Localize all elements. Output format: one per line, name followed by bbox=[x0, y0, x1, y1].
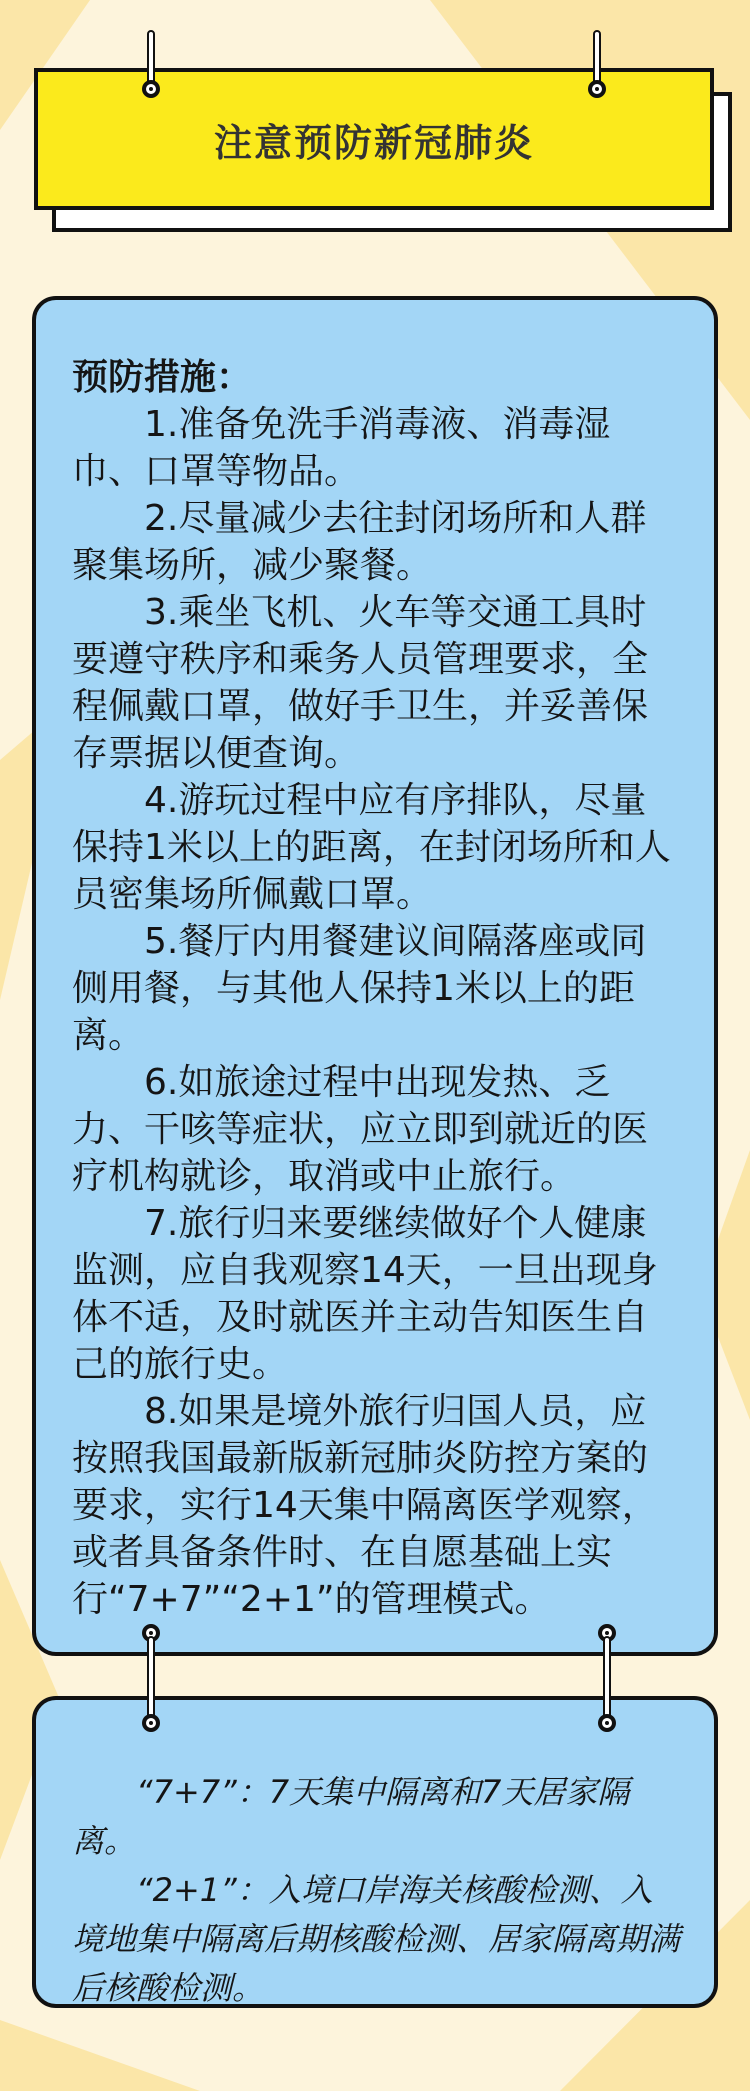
measure-item-6: 6.如旅途过程中出现发热、乏力、干咳等症状，应立即到就近的医疗机构就诊，取消或中止旅行。 bbox=[72, 1062, 649, 1197]
quarantine-notes-card bbox=[32, 1696, 718, 2008]
quarantine-notes-text bbox=[72, 1768, 680, 2013]
note-item-2plus1: “2+1”：入境口岸海关核酸检测、入境地集中隔离后期核酸检测、居家隔离期满后核酸检测。 bbox=[72, 1871, 681, 2007]
poster-title: 注意预防新冠肺炎 bbox=[213, 120, 534, 165]
measure-item-1: 1.准备免洗手消毒液、消毒湿巾、口罩等物品。 bbox=[72, 404, 611, 492]
prevention-measures-text bbox=[72, 354, 680, 1623]
measure-item-8: 8.如果是境外旅行归国人员，应按照我国最新版新冠肺炎防控方案的要求，实行14天集中隔离医学观察，或者具备条件时、在自愿基础上实行“7+7”“2+1”的管理模式。 bbox=[72, 1391, 658, 1620]
measure-item-7: 7.旅行归来要继续做好个人健康监测，应自我观察14天，一旦出现身体不适，及时就医并主动告知医生自己的旅行史。 bbox=[72, 1203, 658, 1385]
title-banner bbox=[34, 68, 714, 210]
card-connector-pin-right bbox=[598, 1624, 616, 1734]
prevention-measures-card bbox=[32, 296, 718, 1656]
measure-item-2: 2.尽量减少去往封闭场所和人群聚集场所，减少聚餐。 bbox=[72, 498, 647, 586]
measure-item-3: 3.乘坐飞机、火车等交通工具时要遵守秩序和乘务人员管理要求，全程佩戴口罩，做好手卫生，并妥善保存票据以便查询。 bbox=[72, 592, 649, 774]
measure-item-4: 4.游玩过程中应有序排队，尽量保持1米以上的距离，在封闭场所和人员密集场所佩戴口罩。 bbox=[72, 780, 671, 915]
title-pin-left bbox=[142, 30, 160, 100]
title-pin-right bbox=[588, 30, 606, 100]
measure-item-5: 5.餐厅内用餐建议间隔落座或同侧用餐，与其他人保持1米以上的距离。 bbox=[72, 921, 647, 1056]
measures-heading: 预防措施： bbox=[72, 357, 253, 398]
card-connector-pin-left bbox=[142, 1624, 160, 1734]
note-item-7plus7: “7+7”：7天集中隔离和7天居家隔离。 bbox=[72, 1773, 630, 1860]
